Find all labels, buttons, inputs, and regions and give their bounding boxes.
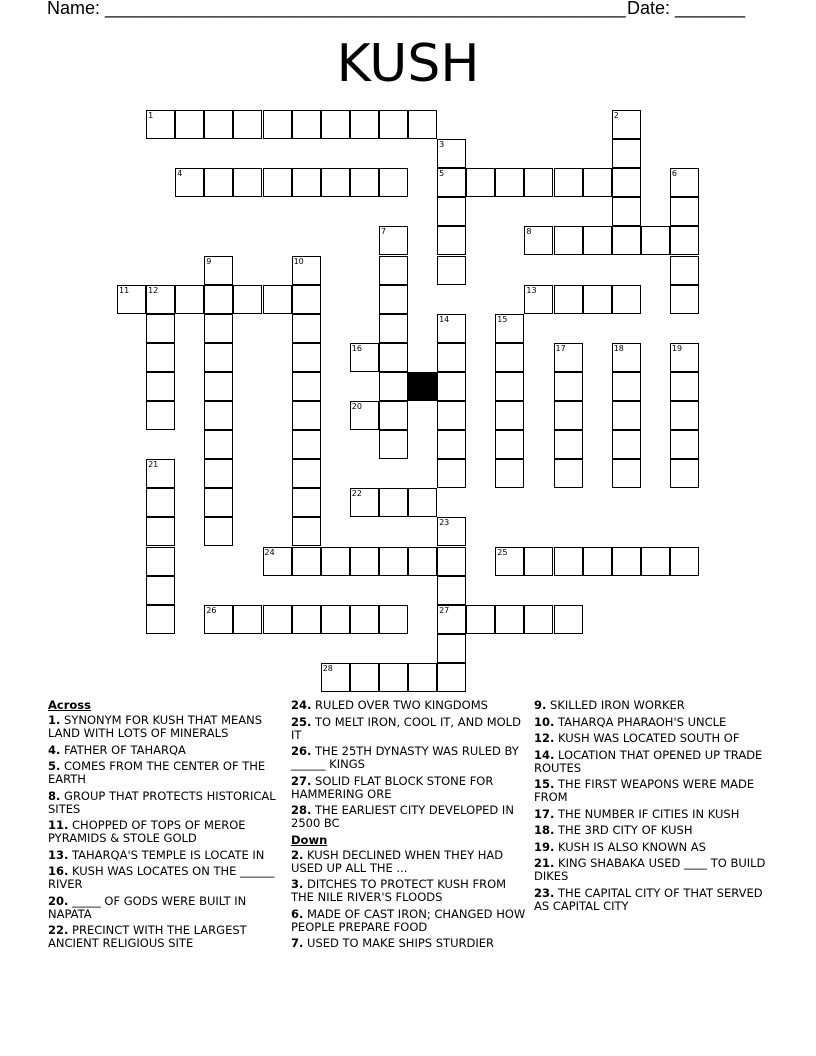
clue-column-1 (48, 699, 286, 954)
grid-cell[interactable] (612, 430, 641, 459)
clue-number: 22. (48, 923, 69, 937)
grid-cell[interactable] (292, 488, 321, 517)
grid-cell[interactable] (146, 488, 175, 517)
grid-cell[interactable] (612, 401, 641, 430)
grid-cell[interactable] (292, 430, 321, 459)
grid-cell[interactable] (408, 488, 437, 517)
clue-item (534, 841, 772, 854)
grid-cell[interactable] (408, 547, 437, 576)
clue-number-label: 16 (351, 343, 362, 353)
clue-number-label: 17 (555, 343, 566, 353)
clue-text: KING SHABAKA USED ____ TO BUILD DIKES (534, 856, 766, 883)
grid-cell[interactable] (379, 430, 408, 459)
grid-cell[interactable] (321, 168, 350, 197)
clue-text: CHOPPED OF TOPS OF MEROE PYRAMIDS & STOLE GOLD (48, 818, 246, 845)
grid-cell[interactable] (204, 285, 233, 314)
clue-number: 14. (534, 747, 555, 762)
clue-item (48, 865, 286, 891)
grid-cell[interactable] (233, 168, 262, 197)
grid-cell[interactable] (554, 226, 583, 255)
clue-number: 4. (48, 742, 61, 757)
clue-number: 24. (291, 698, 312, 712)
grid-cell[interactable] (292, 110, 321, 139)
grid-cell[interactable] (379, 547, 408, 576)
clue-number: 25. (291, 714, 312, 729)
grid-cell[interactable] (554, 459, 583, 488)
grid-cell[interactable] (292, 547, 321, 576)
clue-number: 13. (48, 847, 69, 862)
clue-text: COMES FROM THE CENTER OF THE EARTH (48, 759, 266, 786)
grid-cell[interactable] (437, 430, 466, 459)
clue-item (291, 849, 529, 875)
grid-cell[interactable] (321, 547, 350, 576)
grid-cell[interactable] (554, 605, 583, 634)
grid-cell[interactable] (321, 663, 350, 692)
grid-cell[interactable] (204, 256, 233, 285)
grid-cell[interactable] (292, 343, 321, 372)
clue-number-label: 21 (148, 460, 159, 470)
clue-number-label: 19 (671, 343, 683, 353)
grid-cell[interactable] (204, 168, 233, 197)
across-heading: Across (48, 698, 91, 712)
clue-number-label: 18 (613, 343, 624, 353)
grid-cell[interactable] (204, 488, 233, 517)
clue-text: TAHARQA PHARAOH'S UNCLE (558, 714, 727, 729)
grid-cell[interactable] (146, 314, 175, 343)
clue-column-3 (534, 699, 772, 916)
grid-cell[interactable] (554, 401, 583, 430)
grid-cell[interactable] (466, 605, 495, 634)
grid-cell[interactable] (554, 430, 583, 459)
grid-cell[interactable] (437, 343, 466, 372)
grid-cell[interactable] (612, 110, 641, 139)
clue-item (534, 699, 772, 712)
clue-item (48, 714, 286, 740)
clue-number: 3. (291, 877, 304, 891)
grid-cell[interactable] (204, 605, 233, 634)
clue-text: KUSH WAS LOCATED SOUTH OF (558, 731, 740, 745)
grid-cell[interactable] (350, 343, 379, 372)
grid-cell[interactable] (437, 372, 466, 401)
grid-cell[interactable] (670, 197, 699, 226)
clue-text: SOLID FLAT BLOCK STONE FOR HAMMERING ORE (291, 773, 494, 801)
grid-cell[interactable] (379, 226, 408, 255)
grid-cell[interactable] (437, 139, 466, 168)
grid-cell[interactable] (495, 547, 524, 576)
grid-cell[interactable] (437, 547, 466, 576)
grid-cell[interactable] (350, 547, 379, 576)
grid-cell[interactable] (263, 285, 292, 314)
grid-cell[interactable] (554, 547, 583, 576)
clue-item (48, 790, 286, 816)
clue-text: THE EARLIEST CITY DEVELOPED IN 2500 BC (291, 803, 514, 830)
grid-cell[interactable] (466, 168, 495, 197)
clue-number: 23. (534, 885, 555, 900)
grid-cell[interactable] (379, 256, 408, 285)
clue-text: THE 3RD CITY OF KUSH (558, 823, 693, 837)
clue-number: 18. (534, 823, 555, 837)
clue-number-label: 27 (439, 605, 450, 615)
grid-cell[interactable] (612, 139, 641, 168)
grid-cell[interactable] (612, 168, 641, 197)
clue-item (291, 878, 529, 904)
grid-cell[interactable] (204, 401, 233, 430)
grid-cell[interactable] (233, 605, 262, 634)
clue-item (534, 732, 772, 745)
clue-number-label: 15 (497, 314, 508, 324)
clue-item (534, 808, 772, 821)
grid-cell[interactable] (612, 547, 641, 576)
clue-item (534, 857, 772, 883)
clue-text: GROUP THAT PROTECTS HISTORICAL SITES (48, 788, 276, 816)
grid-cell[interactable] (670, 285, 699, 314)
grid-cell[interactable] (175, 168, 204, 197)
clue-number: 26. (291, 744, 312, 758)
page-title: KUSH (336, 34, 480, 94)
grid-cell[interactable] (437, 197, 466, 226)
grid-cell[interactable] (437, 314, 466, 343)
grid-cell[interactable] (437, 226, 466, 255)
grid-cell[interactable] (379, 110, 408, 139)
clue-text: THE 25TH DYNASTY WAS RULED BY ______ KINGS (291, 744, 519, 771)
grid-cell[interactable] (233, 110, 262, 139)
down-heading: Down (291, 832, 328, 847)
grid-cell[interactable] (146, 517, 175, 546)
clue-item (48, 895, 286, 921)
clue-number-label: 26 (206, 605, 217, 615)
clue-number: 20. (48, 893, 69, 908)
clue-number: 19. (534, 839, 555, 854)
grid-cell[interactable] (554, 372, 583, 401)
clue-number: 2. (291, 847, 304, 862)
clue-number-label: 24 (264, 547, 275, 557)
clue-number: 1. (48, 713, 61, 727)
clue-number: 11. (48, 818, 69, 832)
clue-number: 9. (534, 698, 547, 712)
clue-number: 10. (534, 714, 555, 729)
grid-cell[interactable] (437, 401, 466, 430)
grid-cell[interactable] (612, 197, 641, 226)
grid-cell[interactable] (612, 226, 641, 255)
grid-cell[interactable] (437, 168, 466, 197)
grid-cell[interactable] (437, 517, 466, 546)
grid-cell[interactable] (670, 343, 699, 372)
grid-cell[interactable] (263, 547, 292, 576)
grid-cell[interactable] (524, 168, 553, 197)
grid-cell[interactable] (379, 605, 408, 634)
grid-cell[interactable] (146, 576, 175, 605)
grid-cell[interactable] (437, 634, 466, 663)
grid-cell[interactable] (495, 314, 524, 343)
clue-text: DITCHES TO PROTECT KUSH FROM THE NILE RIVER'S FLOODS (291, 877, 507, 904)
grid-cell[interactable] (204, 314, 233, 343)
clue-text: PRECINCT WITH THE LARGEST ANCIENT RELIGIOUS SITE (48, 923, 247, 950)
clue-number: 21. (534, 856, 555, 870)
grid-cell[interactable] (379, 168, 408, 197)
grid-cell[interactable] (554, 343, 583, 372)
grid-cell[interactable] (146, 459, 175, 488)
grid-cell[interactable] (292, 168, 321, 197)
clue-item (534, 749, 772, 775)
clue-number: 15. (534, 777, 555, 791)
date-field-label: Date: _______ (627, 0, 746, 18)
clue-number-label: 22 (351, 489, 362, 499)
grid-cell[interactable] (437, 256, 466, 285)
clue-text: TO MELT IRON, COOL IT, AND MOLD IT (291, 714, 521, 742)
grid-cell[interactable] (670, 256, 699, 285)
grid-cell[interactable] (204, 459, 233, 488)
grid-cell[interactable] (612, 372, 641, 401)
grid-cell[interactable] (233, 285, 262, 314)
grid-cell[interactable] (495, 605, 524, 634)
clue-number: 6. (291, 906, 304, 921)
clue-item (291, 716, 529, 742)
grid-cell[interactable] (292, 372, 321, 401)
clue-number: 28. (291, 803, 312, 817)
clue-text: LOCATION THAT OPENED UP TRADE ROUTES (534, 747, 763, 775)
grid-cell[interactable] (204, 372, 233, 401)
grid-cell[interactable] (146, 401, 175, 430)
clue-text: KUSH IS ALSO KNOWN AS (558, 839, 706, 854)
clue-column-2 (291, 699, 529, 954)
grid-cell[interactable] (350, 605, 379, 634)
grid-cell[interactable] (175, 110, 204, 139)
grid-cell[interactable] (495, 168, 524, 197)
grid-cell[interactable] (350, 110, 379, 139)
grid-cell[interactable] (379, 372, 408, 401)
clue-number: 16. (48, 864, 69, 878)
grid-cell[interactable] (612, 343, 641, 372)
grid-cell[interactable] (612, 285, 641, 314)
grid-cell[interactable] (146, 285, 175, 314)
black-cell (408, 372, 437, 401)
name-field-label: Name: ____________________________________________________ (47, 0, 626, 18)
clue-item (48, 924, 286, 950)
clue-text: SKILLED IRON WORKER (550, 698, 685, 712)
clue-text: THE CAPITAL CITY OF THAT SERVED AS CAPITAL CITY (534, 885, 763, 913)
grid-cell[interactable] (495, 459, 524, 488)
grid-cell[interactable] (292, 285, 321, 314)
grid-cell[interactable] (583, 168, 612, 197)
grid-cell[interactable] (292, 517, 321, 546)
grid-cell[interactable] (495, 372, 524, 401)
grid-cell[interactable] (146, 605, 175, 634)
clue-text: KUSH WAS LOCATES ON THE ______ RIVER (48, 864, 275, 891)
clue-number-label: 3 (439, 140, 445, 150)
clue-item (534, 716, 772, 729)
grid-cell[interactable] (495, 430, 524, 459)
grid-cell[interactable] (350, 663, 379, 692)
clue-item (48, 849, 286, 862)
grid-cell[interactable] (204, 430, 233, 459)
grid-cell[interactable] (408, 663, 437, 692)
grid-cell[interactable] (583, 547, 612, 576)
clue-number-label: 12 (148, 285, 159, 295)
grid-cell[interactable] (117, 285, 146, 314)
grid-cell[interactable] (146, 547, 175, 576)
clue-number: 8. (48, 788, 61, 803)
grid-cell[interactable] (292, 401, 321, 430)
clue-text: MADE OF CAST IRON; CHANGED HOW PEOPLE PREPARE FOOD (291, 906, 526, 934)
clue-number-label: 6 (671, 169, 677, 179)
clue-number-label: 28 (322, 663, 333, 673)
grid-cell[interactable] (204, 517, 233, 546)
clue-number-label: 11 (119, 285, 130, 295)
clue-number-label: 8 (526, 227, 532, 237)
clue-item (291, 908, 529, 934)
clue-text: FATHER OF TAHARQA (64, 742, 186, 757)
grid-cell[interactable] (350, 401, 379, 430)
clue-item (48, 819, 286, 845)
clue-item (534, 778, 772, 804)
clue-number-label: 1 (148, 111, 154, 120)
clue-text: THE NUMBER IF CITIES IN KUSH (558, 806, 740, 821)
clue-text: SYNONYM FOR KUSH THAT MEANS LAND WITH LOTS OF MINERALS (48, 713, 263, 740)
clue-item (48, 760, 286, 786)
grid-cell[interactable] (524, 226, 553, 255)
clue-text: THE FIRST WEAPONS WERE MADE FROM (534, 777, 755, 804)
grid-cell[interactable] (641, 547, 670, 576)
grid-cell[interactable] (175, 285, 204, 314)
grid-cell[interactable] (321, 110, 350, 139)
clue-text: TAHARQA'S TEMPLE IS LOCATE IN (72, 847, 265, 862)
grid-cell[interactable] (495, 401, 524, 430)
clue-number-label: 9 (206, 256, 212, 266)
clue-item (291, 937, 529, 950)
clue-item (534, 824, 772, 837)
clue-text: KUSH DECLINED WHEN THEY HAD USED UP ALL THE ... (291, 847, 504, 875)
grid-cell[interactable] (379, 314, 408, 343)
grid-cell[interactable] (437, 576, 466, 605)
grid-cell[interactable] (670, 168, 699, 197)
grid-cell[interactable] (554, 168, 583, 197)
grid-cell[interactable] (379, 343, 408, 372)
grid-cell[interactable] (524, 547, 553, 576)
clue-number-label: 14 (439, 314, 450, 324)
clue-number-label: 25 (497, 547, 508, 557)
grid-cell[interactable] (204, 343, 233, 372)
clue-number-label: 20 (351, 402, 362, 411)
grid-cell[interactable] (379, 285, 408, 314)
grid-cell[interactable] (641, 226, 670, 255)
grid-cell[interactable] (146, 343, 175, 372)
clue-number-label: 5 (439, 169, 445, 179)
grid-cell[interactable] (292, 314, 321, 343)
grid-cell[interactable] (670, 547, 699, 576)
clue-number: 27. (291, 773, 312, 788)
grid-cell[interactable] (524, 285, 553, 314)
grid-cell[interactable] (670, 459, 699, 488)
grid-cell[interactable] (670, 372, 699, 401)
clue-number-label: 2 (613, 111, 619, 120)
clue-item (48, 744, 286, 757)
grid-cell[interactable] (612, 459, 641, 488)
grid-cell[interactable] (263, 168, 292, 197)
grid-cell[interactable] (379, 401, 408, 430)
grid-cell[interactable] (350, 488, 379, 517)
grid-cell[interactable] (321, 605, 350, 634)
grid-cell[interactable] (350, 168, 379, 197)
grid-cell[interactable] (437, 663, 466, 692)
clue-number: 7. (291, 936, 304, 950)
clue-number-label: 7 (380, 227, 386, 237)
grid-cell[interactable] (204, 110, 233, 139)
clue-text: RULED OVER TWO KINGDOMS (315, 698, 488, 712)
clue-item (534, 887, 772, 913)
clue-item (291, 804, 529, 830)
grid-cell[interactable] (554, 285, 583, 314)
clue-number-label: 10 (293, 256, 304, 266)
grid-cell[interactable] (263, 605, 292, 634)
grid-cell[interactable] (292, 605, 321, 634)
grid-cell[interactable] (437, 605, 466, 634)
clue-item (291, 699, 529, 712)
clue-item (291, 775, 529, 801)
grid-cell[interactable] (583, 226, 612, 255)
grid-cell[interactable] (408, 110, 437, 139)
clue-number: 5. (48, 759, 61, 773)
grid-cell[interactable] (524, 605, 553, 634)
clue-number-label: 23 (439, 518, 450, 528)
grid-cell[interactable] (583, 285, 612, 314)
clue-number-label: 13 (526, 285, 537, 295)
grid-cell[interactable] (495, 343, 524, 372)
clue-text: USED TO MAKE SHIPS STURDIER (307, 936, 494, 950)
clue-number: 17. (534, 806, 555, 821)
clue-number-label: 4 (177, 169, 183, 179)
grid-cell[interactable] (670, 430, 699, 459)
grid-cell[interactable] (263, 110, 292, 139)
clue-number: 12. (534, 731, 555, 745)
grid-cell[interactable] (292, 256, 321, 285)
grid-cell[interactable] (670, 226, 699, 255)
grid-cell[interactable] (146, 372, 175, 401)
grid-cell[interactable] (292, 459, 321, 488)
grid-cell[interactable] (670, 401, 699, 430)
clue-item (291, 745, 529, 771)
grid-cell[interactable] (379, 488, 408, 517)
grid-cell[interactable] (437, 459, 466, 488)
grid-cell[interactable] (146, 110, 175, 139)
grid-cell[interactable] (379, 663, 408, 692)
clue-text: _____ OF GODS WERE BUILT IN NAPATA (48, 893, 247, 921)
